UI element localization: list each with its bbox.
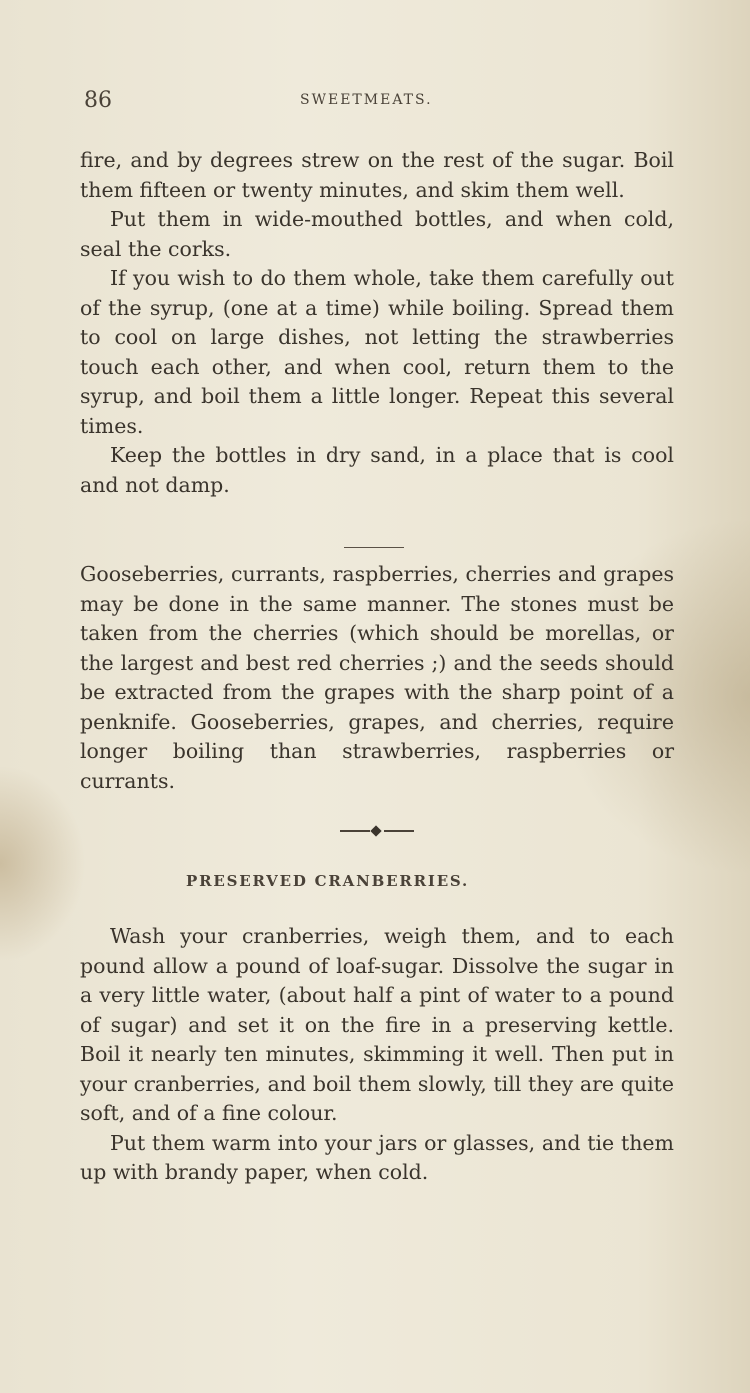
- section-heading: PRESERVED CRANBERRIES.: [186, 872, 470, 890]
- running-head: SWEETMEATS.: [300, 92, 433, 108]
- paragraph: Put them in wide-mouthed bottles, and when cold, seal the corks.: [80, 207, 674, 261]
- paragraph: Wash your cranberries, weigh them, and to each pound allow a pound of loaf-sugar. Dissolve the sugar in a very little water, (about half a pint of water to a pound of sugar) and set it on the fire in a preserving kettle. Boil it nearly ten minutes, skimming it well. Then put in your cranberries, and boil them slowly, till they are quite soft, and of a fine colour.: [80, 924, 674, 1125]
- paragraph: Keep the bottles in dry sand, in a place that is cool and not damp.: [80, 443, 674, 497]
- text-block-cranberries: [80, 922, 674, 1188]
- paragraph: If you wish to do them whole, take them carefully out of the syrup, (one at a time) while boiling. Spread them to cool on large dishes, not letting the strawberries touch each other, and when cool, return them to the syrup, and boil them a little longer. Repeat this several times.: [80, 266, 674, 438]
- paragraph: Gooseberries, currants, raspberries, cherries and grapes may be done in the same manner. The stones must be taken from the cherries (which should be morellas, or the largest and best red cherries ;) and the seeds should be extracted from the grapes with the sharp point of a penknife. Gooseberries, grapes, and cherries, require longer boiling than strawberries, raspberries or currants.: [80, 562, 674, 793]
- text-block-gooseberries: [80, 560, 674, 796]
- section-divider-rule: [344, 547, 404, 548]
- text-block-strawberries: [80, 146, 674, 500]
- ornament-divider-icon: [340, 826, 414, 836]
- page-header: [84, 88, 674, 118]
- paragraph: fire, and by degrees strew on the rest of the sugar. Boil them fifteen or twenty minutes, and skim them well.: [80, 148, 674, 202]
- page-number: 86: [84, 88, 112, 113]
- paragraph: Put them warm into your jars or glasses, and tie them up with brandy paper, when cold.: [80, 1130, 674, 1184]
